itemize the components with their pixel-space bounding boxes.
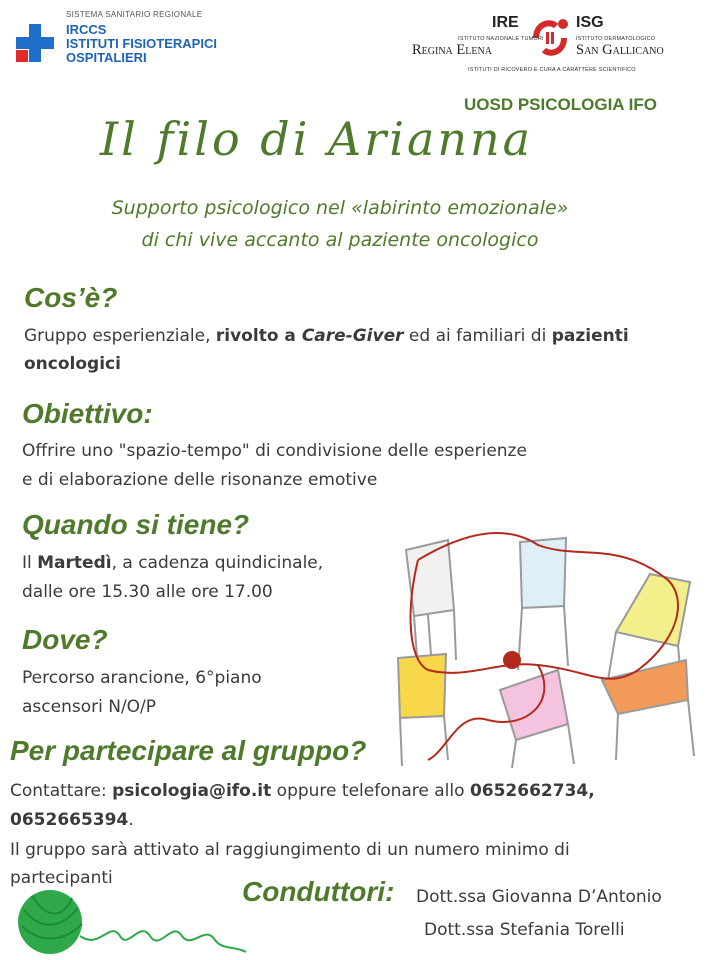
green-yarn-ball-icon: [10, 880, 250, 960]
partecipare-line4: partecipanti: [10, 868, 113, 888]
unit-label: UOSD PSICOLOGIA IFO: [464, 95, 657, 114]
page-title: Il filo di Arianna: [100, 112, 534, 166]
chair-orange-icon: [602, 660, 694, 760]
quando-line2: dalle ore 15.30 alle ore 17.00: [22, 582, 273, 602]
cose-pazienti: pazienti: [551, 326, 629, 346]
ire-isg-footer: ISTITUTI DI RICOVERO E CURA A CARATTERE SCIENTIFICO: [468, 67, 636, 73]
ire-abbr: IRE: [492, 14, 519, 31]
contact-period: .: [128, 810, 134, 830]
contact-phone-label: oppure telefonare allo: [271, 781, 470, 801]
ifo-line2: ISTITUTI FISIOTERAPICI: [66, 36, 217, 51]
dove-heading: Dove?: [22, 624, 108, 655]
chair-pink-icon: [500, 670, 574, 768]
conduttore-1: Dott.ssa Giovanna D’Antonio: [416, 887, 662, 907]
obiettivo-line1: Offrire uno "spazio-tempo" di condivisione delle esperienze: [22, 441, 527, 461]
cose-familiari: ed ai familiari di: [403, 326, 552, 346]
isg-name: San Gallicano: [576, 42, 664, 58]
ifo-line3: OSPITALIERI: [66, 50, 147, 65]
partecipare-line2: [10, 810, 134, 830]
contact-phone1[interactable]: 0652662734,: [469, 781, 595, 801]
obiettivo-line2: e di elaborazione delle risonanze emotive: [22, 470, 378, 490]
quando-heading: Quando si tiene?: [22, 509, 250, 540]
ifo-system-label: SISTEMA SANITARIO REGIONALE: [66, 10, 203, 19]
subtitle-line2: di chi vive accanto al paziente oncologico: [141, 229, 539, 251]
quando-il: Il: [22, 553, 38, 573]
contact-label: Contattare:: [10, 781, 113, 801]
cose-rivolto: rivolto a: [215, 326, 302, 346]
cose-line2: oncologici: [24, 354, 121, 374]
partecipare-line3: Il gruppo sarà attivato al raggiungimento di un numero minimo di: [10, 840, 570, 860]
ire-name: Regina Elena: [412, 42, 492, 58]
ifo-logo: [14, 10, 244, 72]
cross-icon: [16, 24, 54, 62]
obiettivo-heading: Obiettivo:: [22, 398, 153, 429]
cose-text: Gruppo esperienziale,: [24, 326, 216, 346]
chair-blue-icon: [518, 538, 568, 670]
subtitle-line1: Supporto psicologico nel «labirinto emozionale»: [111, 197, 569, 219]
conduttore-2: Dott.ssa Stefania Torelli: [424, 920, 625, 940]
contact-email[interactable]: psicologia@ifo.it: [112, 781, 272, 801]
contact-phone2[interactable]: 0652665394: [10, 810, 129, 830]
partecipare-heading: Per partecipare al gruppo?: [10, 735, 367, 766]
ifo-line1: IRCCS: [66, 22, 107, 37]
cose-caregiver: Care-Giver: [301, 326, 404, 346]
dove-line2: ascensori N/O/P: [22, 697, 157, 717]
quando-line1: [22, 553, 323, 573]
ire-isg-logo: [410, 12, 700, 78]
ire-subtitle: ISTITUTO NAZIONALE TUMORI: [458, 36, 544, 42]
quando-frequency: , a cadenza quindicinale,: [111, 553, 324, 573]
dove-line1: Percorso arancione, 6°piano: [22, 668, 262, 688]
partecipare-line1: [10, 781, 595, 801]
quando-day: Martedì: [37, 553, 112, 573]
cose-line1: [24, 326, 629, 346]
isg-abbr: ISG: [576, 14, 604, 31]
red-yarn-ball-icon: [503, 651, 521, 669]
cose-heading: Cos’è?: [24, 282, 118, 313]
chairs-circle-illustration: [388, 520, 713, 770]
isg-subtitle: ISTITUTO DERMATOLOGICO: [576, 36, 656, 42]
conduttori-heading: Conduttori:: [242, 876, 395, 907]
